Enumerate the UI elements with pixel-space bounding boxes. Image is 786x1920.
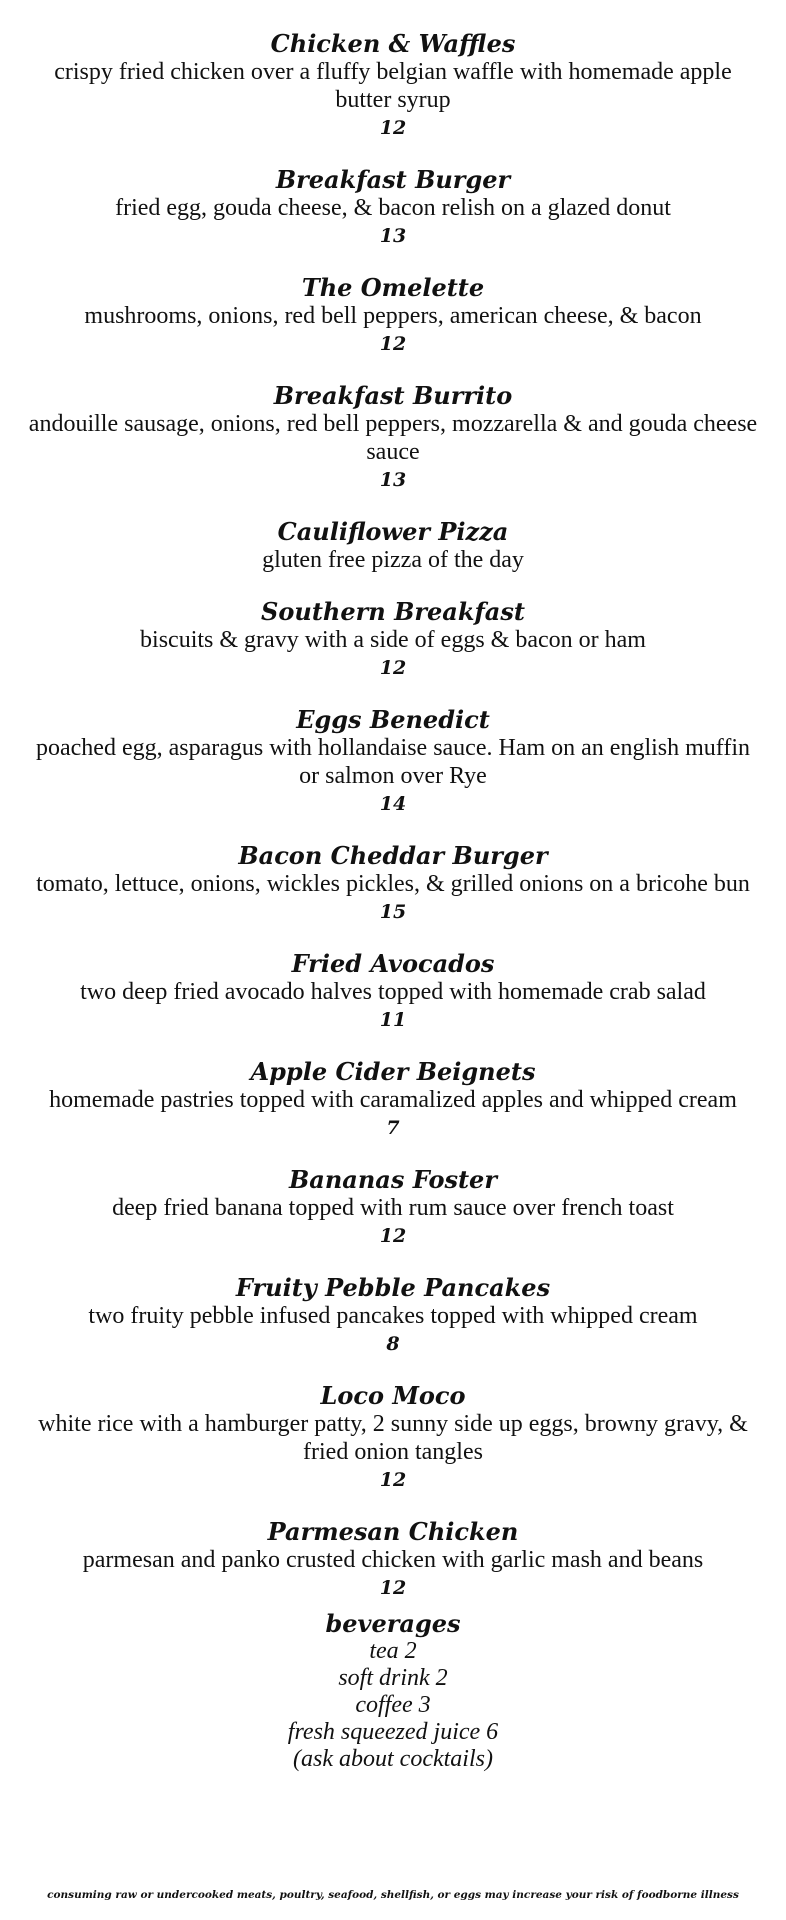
- menu-item-description: deep fried banana topped with rum sauce over french toast: [112, 1195, 674, 1221]
- beverage-line: fresh squeezed juice 6: [287, 1719, 499, 1745]
- menu-item-description: two fruity pebble infused pancakes topped with whipped cream: [88, 1303, 698, 1329]
- beverages-list: [0, 1638, 786, 1773]
- menu-item-description: mushrooms, onions, red bell peppers, american cheese, & bacon: [84, 303, 702, 329]
- menu-item: [0, 1518, 786, 1602]
- menu-item-name: Loco Moco: [320, 1381, 466, 1410]
- menu-item-name: Bacon Cheddar Burger: [238, 841, 548, 870]
- menu-item-name: Chicken & Waffles: [270, 29, 516, 58]
- menu-item-price: 7: [386, 1117, 400, 1139]
- menu-item-price: 15: [379, 901, 407, 923]
- menu-item-price: 11: [379, 1009, 407, 1031]
- menu-item-price: 8: [386, 1333, 400, 1355]
- menu-item-price: 12: [379, 1469, 407, 1491]
- menu-item-description: biscuits & gravy with a side of eggs & bacon or ham: [140, 627, 646, 653]
- beverage-line: (ask about cocktails): [293, 1746, 493, 1772]
- menu-item-name: Fruity Pebble Pancakes: [235, 1273, 551, 1302]
- beverages-title: beverages: [325, 1609, 461, 1638]
- menu-item-name: Eggs Benedict: [296, 705, 490, 734]
- menu-item: [0, 1274, 786, 1358]
- menu-item-price: 13: [379, 225, 407, 247]
- menu-item-name: The Omelette: [301, 273, 485, 302]
- menu-item: [0, 30, 786, 142]
- menu-item-description: parmesan and panko crusted chicken with garlic mash and beans: [82, 1547, 704, 1573]
- menu-item-description: tomato, lettuce, onions, wickles pickles, & grilled onions on a bricohe bun: [36, 871, 750, 897]
- menu-item-price: 12: [379, 657, 407, 679]
- menu: [0, 30, 786, 1773]
- menu-item-description: andouille sausage, onions, red bell peppers, mozzarella & and gouda cheese sauce: [28, 411, 758, 465]
- menu-item: [0, 1058, 786, 1142]
- menu-item-price: 12: [379, 333, 407, 355]
- menu-item: [0, 598, 786, 682]
- menu-item-name: Breakfast Burger: [275, 165, 511, 194]
- menu-items: [0, 30, 786, 1602]
- beverage-line: tea 2: [369, 1638, 417, 1664]
- beverages-section: [0, 1610, 786, 1773]
- beverage-line: coffee 3: [355, 1692, 431, 1718]
- menu-item-price: 12: [379, 117, 407, 139]
- foodborne-illness-disclaimer: consuming raw or undercooked meats, poultry, seafood, shellfish, or eggs may increase your risk of foodborne illness: [47, 1889, 739, 1901]
- menu-item: [0, 166, 786, 250]
- menu-item-price: 14: [379, 793, 407, 815]
- menu-item: [0, 842, 786, 926]
- menu-item-name: Cauliflower Pizza: [277, 517, 509, 546]
- menu-item: [0, 950, 786, 1034]
- menu-item-description: gluten free pizza of the day: [262, 547, 524, 573]
- menu-item-description: homemade pastries topped with caramalized apples and whipped cream: [49, 1087, 737, 1113]
- menu-item: [0, 274, 786, 358]
- menu-item-price: 12: [379, 1225, 407, 1247]
- menu-item: [0, 1382, 786, 1494]
- menu-item-description: crispy fried chicken over a fluffy belgian waffle with homemade apple butter syrup: [54, 59, 732, 113]
- menu-item-price: 12: [379, 1577, 407, 1599]
- menu-item-description: two deep fried avocado halves topped with homemade crab salad: [80, 979, 706, 1005]
- menu-item-description: poached egg, asparagus with hollandaise sauce. Ham on an english muffin or salmon over Rye: [35, 735, 751, 789]
- menu-item-price: 13: [379, 469, 407, 491]
- menu-item: [0, 382, 786, 494]
- menu-item-name: Apple Cider Beignets: [250, 1057, 536, 1086]
- menu-item-name: Southern Breakfast: [261, 597, 525, 626]
- menu-item-name: Bananas Foster: [289, 1165, 497, 1194]
- menu-item-description: white rice with a hamburger patty, 2 sunny side up eggs, browny gravy, & fried onion tangles: [38, 1411, 748, 1465]
- menu-item-name: Fried Avocados: [291, 949, 495, 978]
- menu-item: [0, 706, 786, 818]
- menu-item: [0, 1166, 786, 1250]
- menu-item: [0, 518, 786, 574]
- menu-item-name: Breakfast Burrito: [273, 381, 513, 410]
- menu-item-name: Parmesan Chicken: [267, 1517, 519, 1546]
- beverage-line: soft drink 2: [338, 1665, 448, 1691]
- menu-item-description: fried egg, gouda cheese, & bacon relish on a glazed donut: [115, 195, 671, 221]
